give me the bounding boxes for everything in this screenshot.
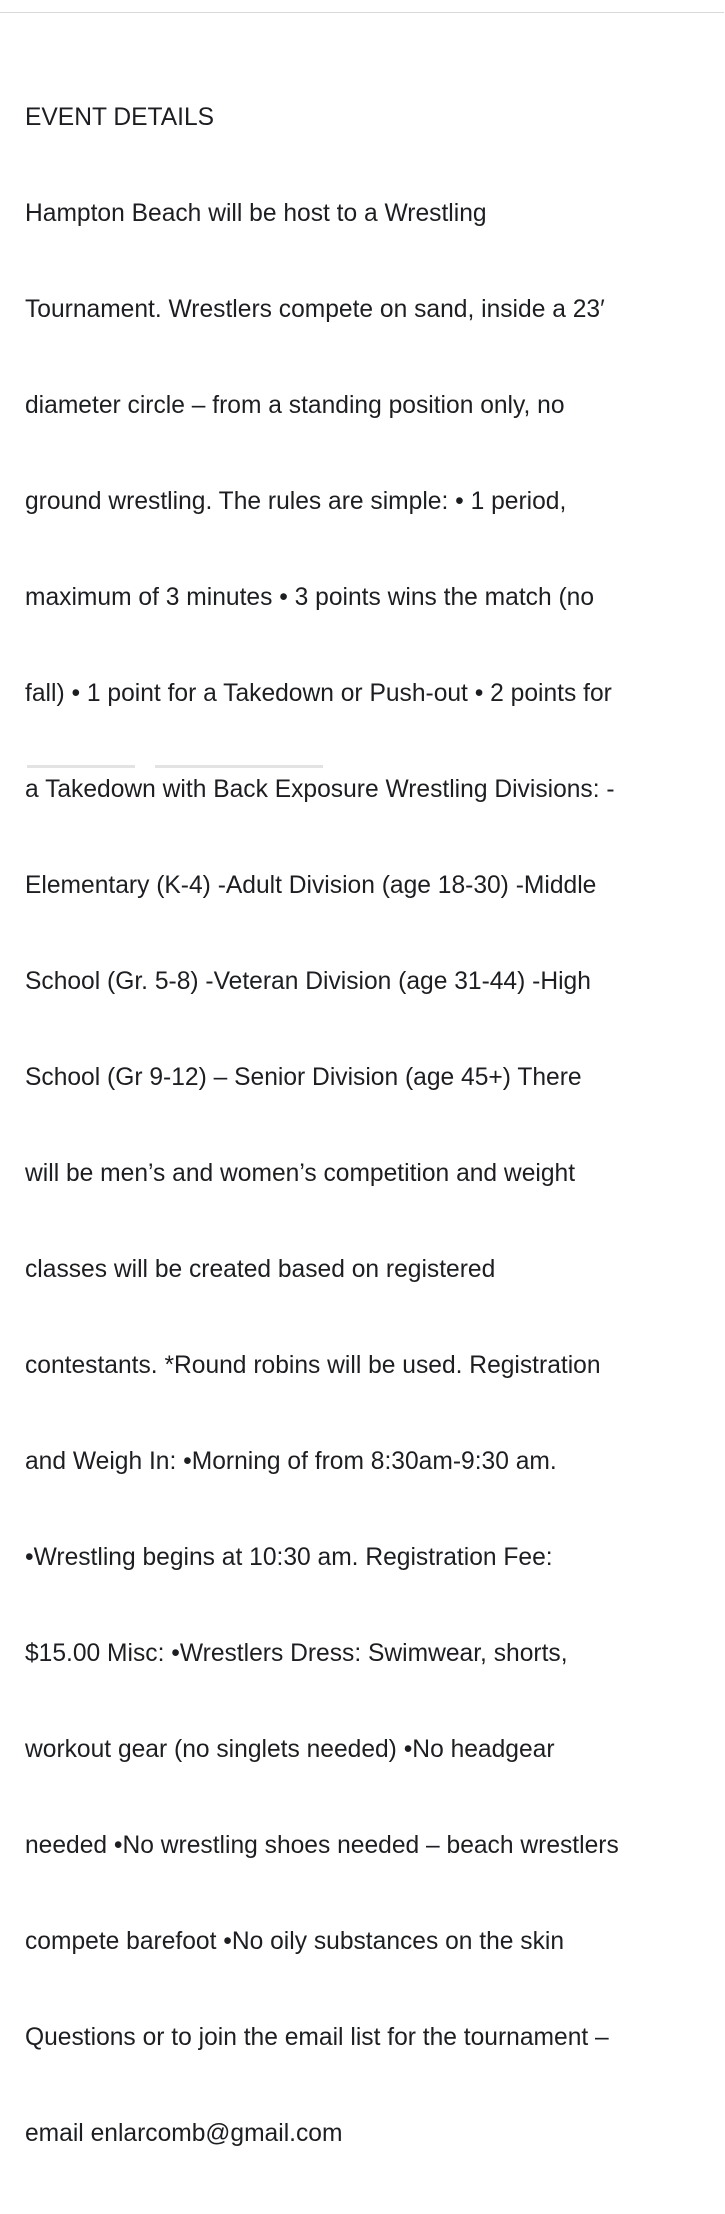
event-description-line: classes will be created based on registered: [25, 1256, 496, 1283]
event-description-line: $15.00 Misc: •Wrestlers Dress: Swimwear, shorts,: [25, 1640, 568, 1667]
event-description-line: fall) • 1 point for a Takedown or Push-out • 2 points for: [25, 680, 612, 707]
event-description-line: School (Gr. 5-8) -Veteran Division (age 31-44) -High: [25, 968, 591, 995]
event-details-section: [25, 38, 725, 2214]
event-description-line: compete barefoot •No oily substances on the skin: [25, 1928, 565, 1955]
top-divider: [0, 12, 724, 13]
event-description-line: a Takedown with Back Exposure Wrestling Divisions: -: [25, 776, 615, 803]
bottom-tab-edge: [155, 765, 323, 768]
event-description-line: Questions or to join the email list for the tournament –: [25, 2024, 609, 2051]
bottom-tab-edge: [27, 765, 135, 768]
event-description-line: workout gear (no singlets needed) •No headgear: [25, 1736, 555, 1763]
event-details-heading: EVENT DETAILS: [25, 104, 215, 131]
event-description-line: ground wrestling. The rules are simple: • 1 period,: [25, 488, 567, 515]
event-description-line: Hampton Beach will be host to a Wrestling: [25, 200, 487, 227]
event-contact-email-line[interactable]: email enlarcomb@gmail.com: [25, 2120, 343, 2147]
event-description-line: maximum of 3 minutes • 3 points wins the match (no: [25, 584, 595, 611]
event-description-line: Tournament. Wrestlers compete on sand, inside a 23′: [25, 296, 605, 323]
event-description-line: diameter circle – from a standing position only, no: [25, 392, 565, 419]
event-description-line: School (Gr 9-12) – Senior Division (age 45+) There: [25, 1064, 582, 1091]
event-description-line: will be men’s and women’s competition and weight: [25, 1160, 576, 1187]
event-description-line: •Wrestling begins at 10:30 am. Registration Fee:: [25, 1544, 553, 1571]
event-description-line: Elementary (K-4) -Adult Division (age 18-30) -Middle: [25, 872, 597, 899]
event-description-line: and Weigh In: •Morning of from 8:30am-9:30 am.: [25, 1448, 557, 1475]
event-description-line: contestants. *Round robins will be used. Registration: [25, 1352, 601, 1379]
event-description-line: needed •No wrestling shoes needed – beach wrestlers: [25, 1832, 619, 1859]
